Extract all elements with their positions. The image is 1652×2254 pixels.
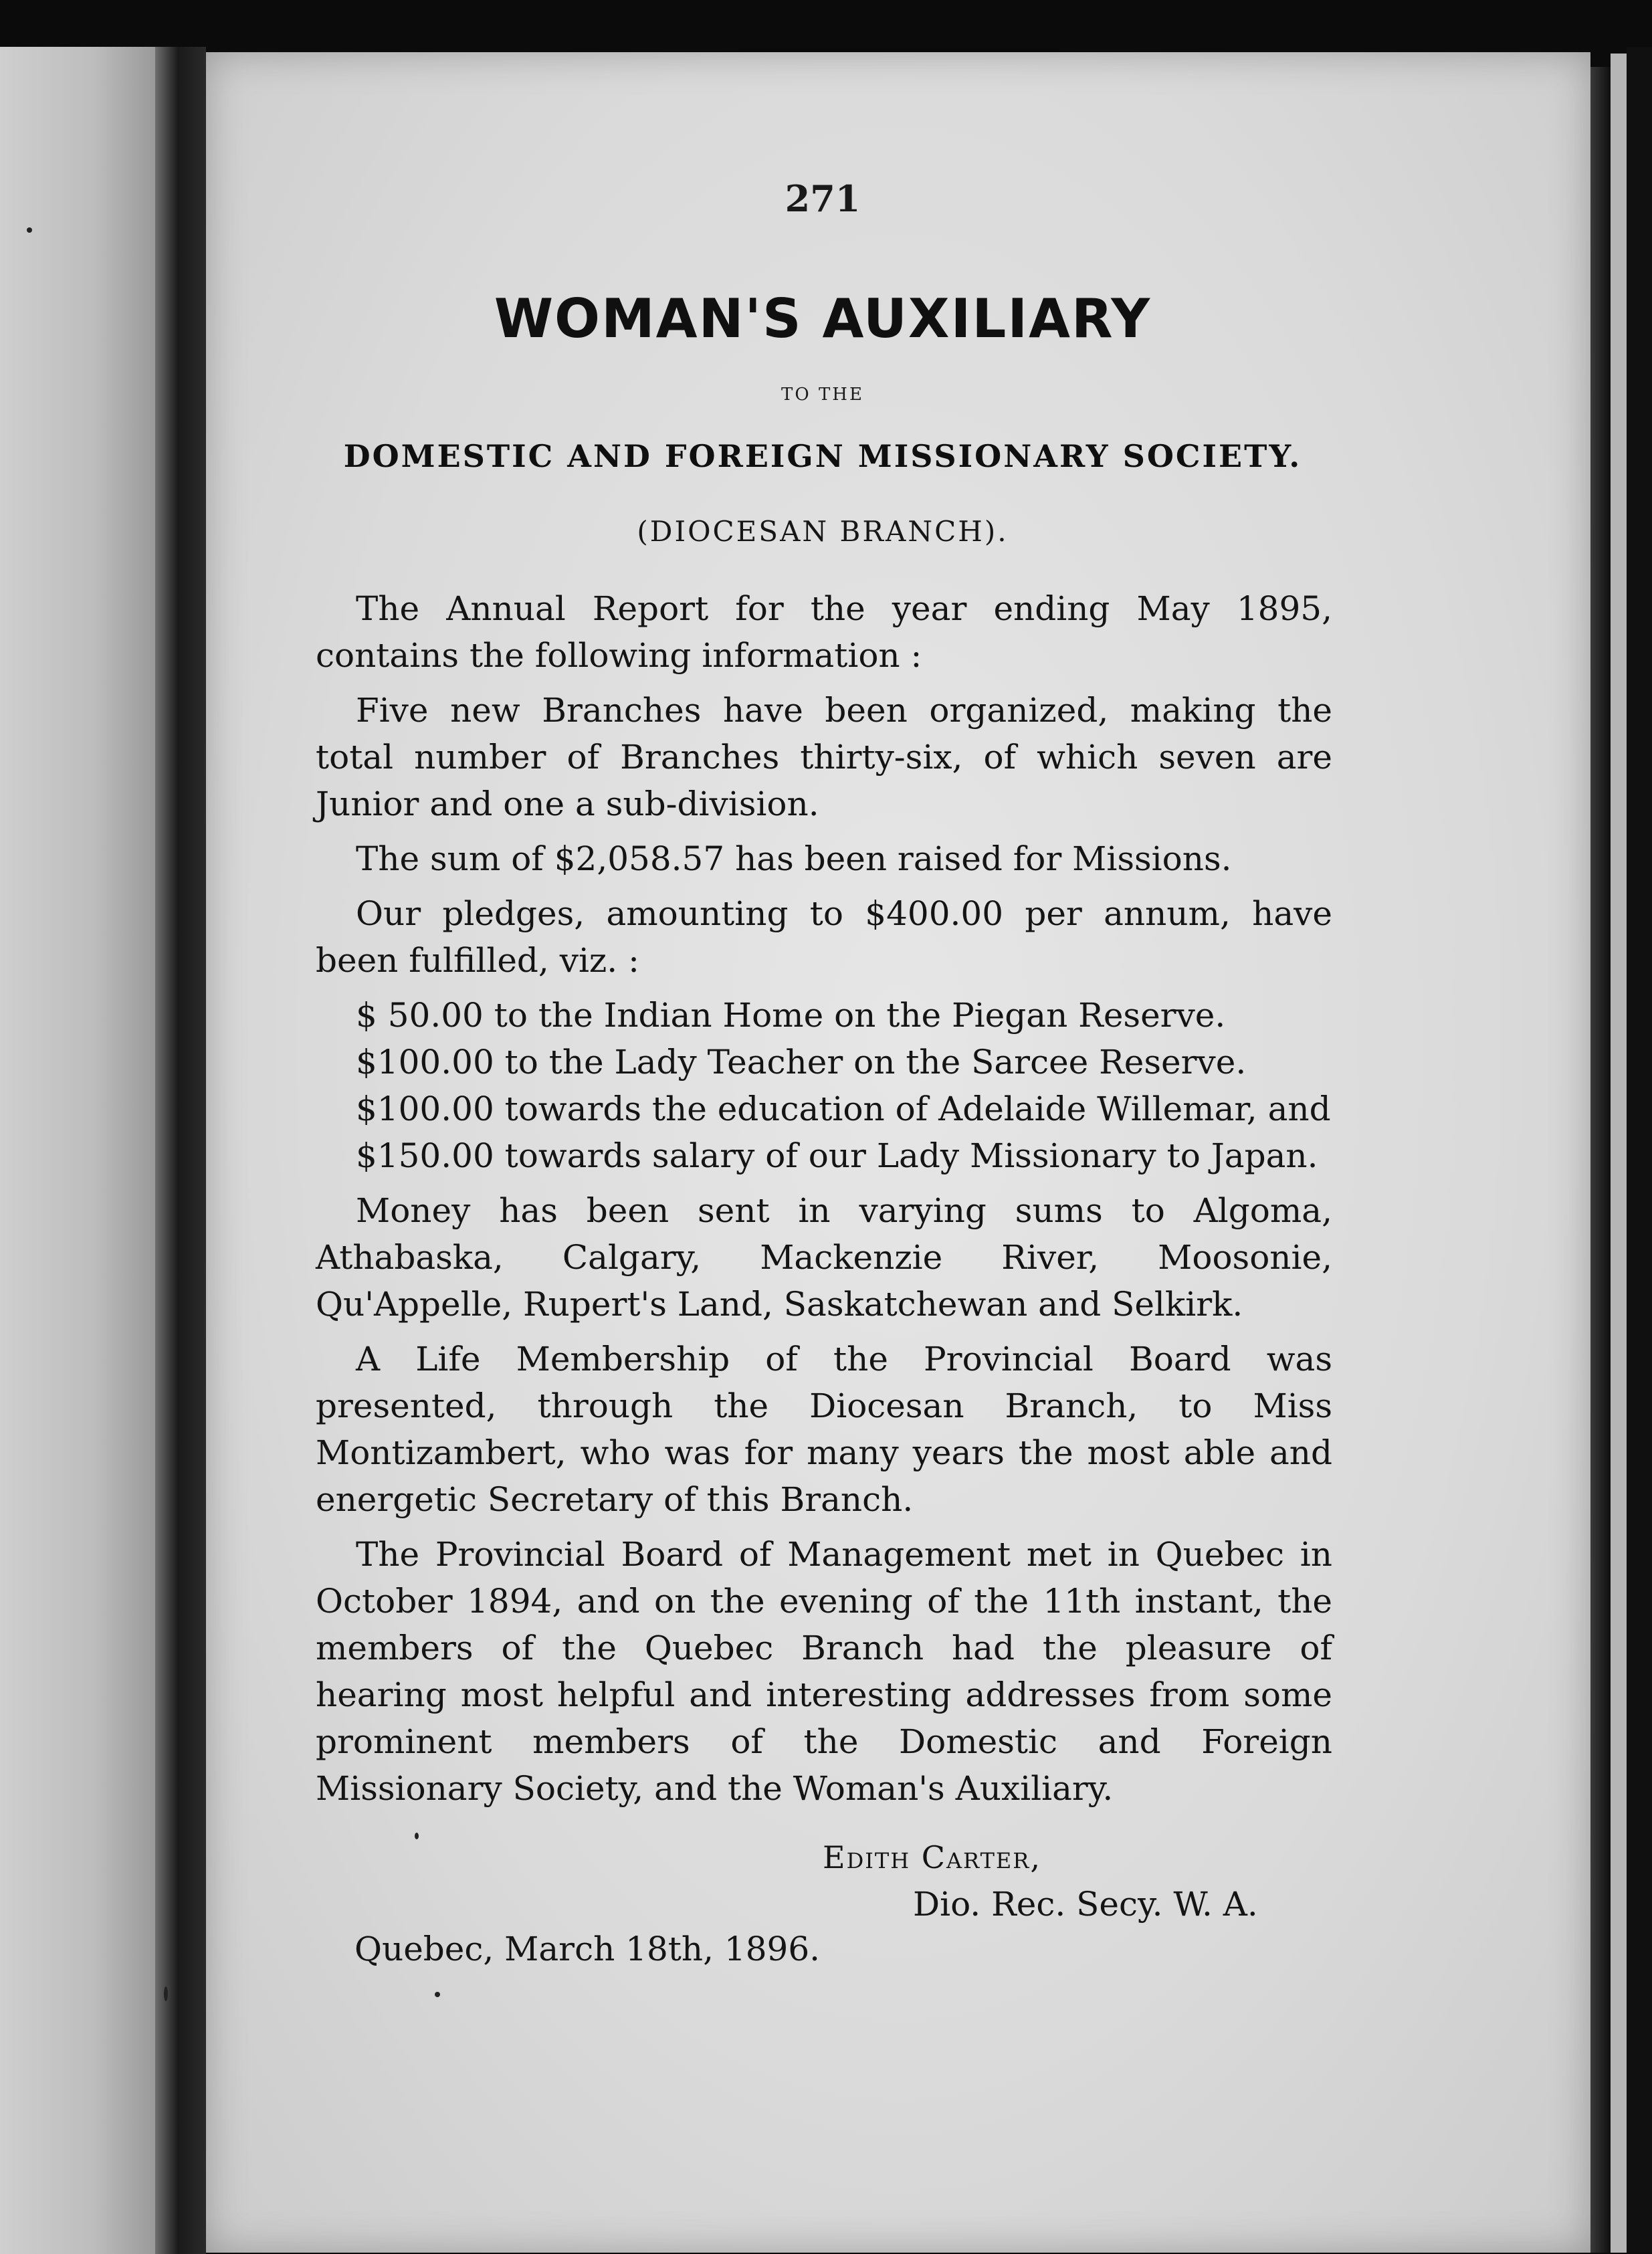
pledge-item: $100.00 to the Lady Teacher on the Sarcee Reserve. bbox=[356, 1043, 1247, 1082]
page-number: 271 bbox=[785, 177, 861, 220]
scan-speck bbox=[435, 1992, 440, 1997]
paragraph-pledges: Our pledges, amounting to $400.00 per annum, have been fulfilled, viz. : bbox=[316, 894, 1332, 980]
scan-speck bbox=[27, 227, 32, 233]
paragraph-money: Money has been sent in varying sums to Algoma, Athabaska, Calgary, Mackenzie River, Moosonie, Qu'Appelle, Rupert's Land, Saskatchewan and Selkirk. bbox=[316, 1191, 1332, 1324]
paragraph-membership: A Life Membership of the Provincial Board was presented, through the Diocesan Branch, to Miss Montizambert, who was for many years the most able and energetic Secretary of this Branch. bbox=[316, 1340, 1332, 1519]
signature-title: Dio. Rec. Secy. W. A. bbox=[913, 1885, 1258, 1924]
signature-name: Edith Carter, bbox=[823, 1839, 1042, 1875]
page-right-shadow bbox=[1590, 67, 1611, 2253]
subtitle-connector: TO THE bbox=[781, 385, 864, 405]
society-heading: DOMESTIC AND FOREIGN MISSIONARY SOCIETY. bbox=[343, 438, 1302, 474]
paragraph-branches: Five new Branches have been organized, making the total number of Branches thirty-six, of which seven are Junior and one a sub-division. bbox=[316, 691, 1332, 823]
branch-heading: (DIOCESAN BRANCH). bbox=[637, 515, 1009, 548]
page-stack-edge bbox=[1611, 54, 1627, 2253]
pledge-item: $ 50.00 to the Indian Home on the Piegan Reserve. bbox=[356, 996, 1226, 1035]
paragraph-sum: The sum of $2,058.57 has been raised for Missions. bbox=[356, 839, 1232, 878]
page-title: WOMAN'S AUXILIARY bbox=[494, 288, 1152, 350]
dateline: Quebec, March 18th, 1896. bbox=[354, 1930, 821, 1968]
book-gutter bbox=[155, 47, 206, 2254]
report-body bbox=[316, 585, 1332, 1820]
paragraph-board: The Provincial Board of Management met in Quebec in October 1894, and on the evening of the 11th instant, the members of the Quebec Branch had the pleasure of hearing most helpful and interesting addresses from some prominent members of the Domestic and Foreign Missionary Society, and the Woman's Auxiliary. bbox=[316, 1535, 1332, 1808]
pledge-item: $150.00 towards salary of our Lady Missionary to Japan. bbox=[356, 1136, 1318, 1175]
scan-speck bbox=[164, 1986, 168, 2001]
scan-border bbox=[1627, 47, 1652, 2253]
pledge-item: $100.00 towards the education of Adelaide Willemar, and bbox=[356, 1090, 1331, 1128]
scan-speck bbox=[415, 1833, 419, 1839]
facing-page-edge bbox=[0, 47, 155, 2254]
paragraph-intro: The Annual Report for the year ending May 1895, contains the following information : bbox=[316, 589, 1332, 675]
